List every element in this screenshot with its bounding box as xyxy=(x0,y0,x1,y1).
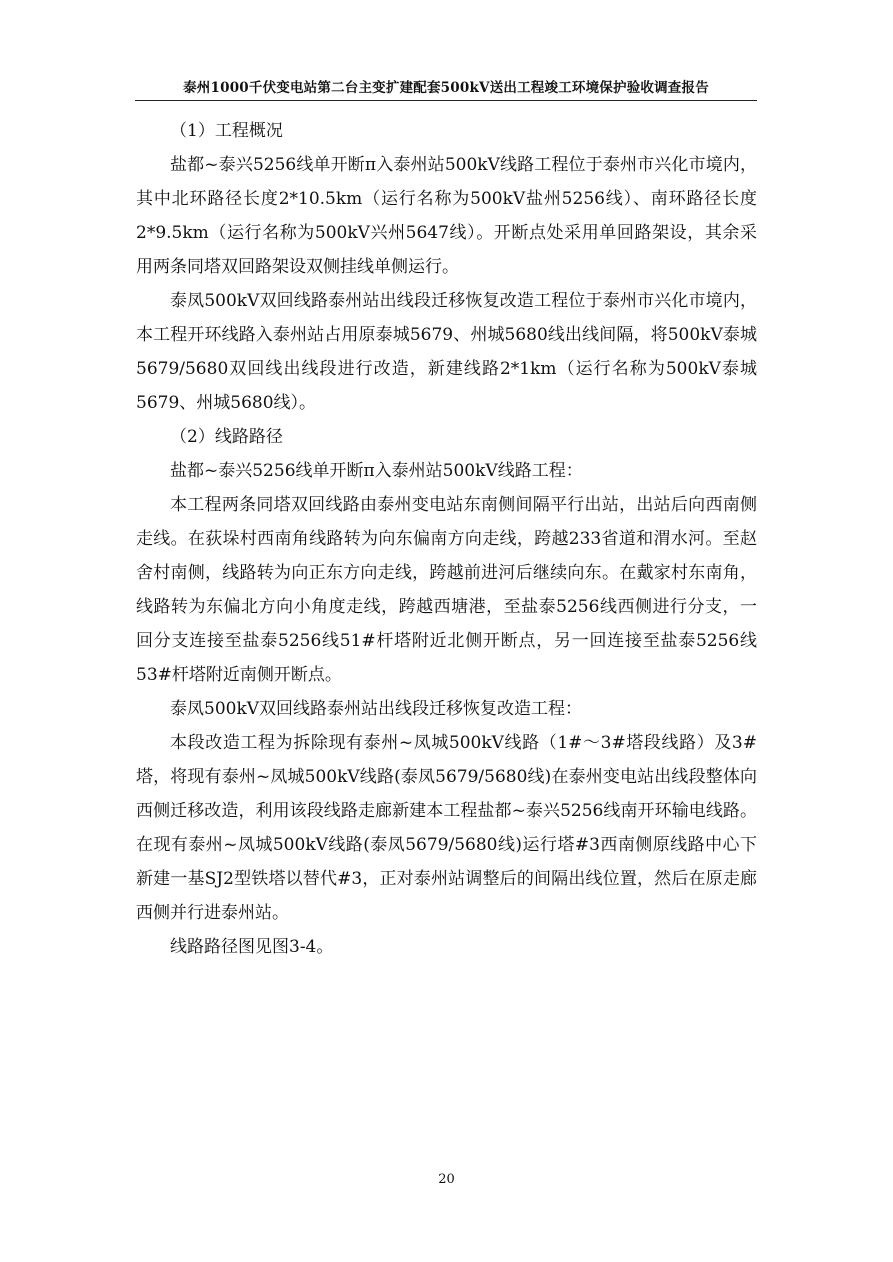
subheading-yandu-taixing-route: 盐都~泰兴5256线单开断π入泰州站500kV线路工程： xyxy=(170,461,583,481)
header-divider xyxy=(135,100,757,101)
subheading-taifeng-route: 泰凤500kV双回线路泰州站出线段迁移恢复改造工程： xyxy=(170,699,583,719)
section-heading-project-overview: （1）工程概况 xyxy=(170,121,283,141)
page-number: 20 xyxy=(438,1172,455,1187)
document-body xyxy=(136,114,757,964)
report-header-title: 泰州1000千伏变电站第二台主变扩建配套500kV送出工程竣工环境保护验收调查报告 xyxy=(183,80,709,96)
paragraph-yandu-taixing-overview: 盐都~泰兴5256线单开断π入泰州站500kV线路工程位于泰州市兴化市境内，其中北环路径长度2*10.5km（运行名称为500kV盐州5256线）、南环路径长度2*9.5km（运行名称为500kV兴州5647线）。开断点处采用单回路架设，其余采用两条同塔双回路架设双侧挂线单侧运行。 xyxy=(136,155,757,277)
paragraph-yandu-taixing-route: 本工程两条同塔双回线路由泰州变电站东南侧间隔平行出站，出站后向西南侧走线。在荻垛村西南角线路转为向东偏南方向走线，跨越233省道和渭水河。至赵舍村南侧，线路转为向正东方向走线，跨越前进河后继续向东。在戴家村东南角，线路转为东偏北方向小角度走线，跨越西塘港，至盐泰5256线西侧进行分支，一回分支连接至盐泰5256线51#杆塔附近北侧开断点，另一回连接至盐泰5256线53#杆塔附近南侧开断点。 xyxy=(136,495,757,685)
paragraph-taifeng-overview: 泰凤500kV双回线路泰州站出线段迁移恢复改造工程位于泰州市兴化市境内，本工程开环线路入泰州站占用原泰城5679、州城5680线出线间隔，将500kV泰城5679/5680双回线出线段进行改造，新建线路2*1km（运行名称为500kV泰城5679、州城5680线）。 xyxy=(136,291,757,413)
paragraph-taifeng-route: 本段改造工程为拆除现有泰州~凤城500kV线路（1#～3#塔段线路）及3#塔，将现有泰州~凤城500kV线路(泰凤5679/5680线)在泰州变电站出线段整体向西侧迁移改造，利用该段线路走廊新建本工程盐都~泰兴5256线南开环输电线路。在现有泰州~凤城500kV线路(泰凤5679/5680线)运行塔#3西南侧原线路中心下新建一基SJ2型铁塔以替代#3，正对泰州站调整后的间隔出线位置，然后在原走廊西侧并行进泰州站。 xyxy=(136,733,757,923)
section-heading-line-route: （2）线路路径 xyxy=(170,427,283,447)
paragraph-figure-reference: 线路路径图见图3-4。 xyxy=(170,937,334,957)
